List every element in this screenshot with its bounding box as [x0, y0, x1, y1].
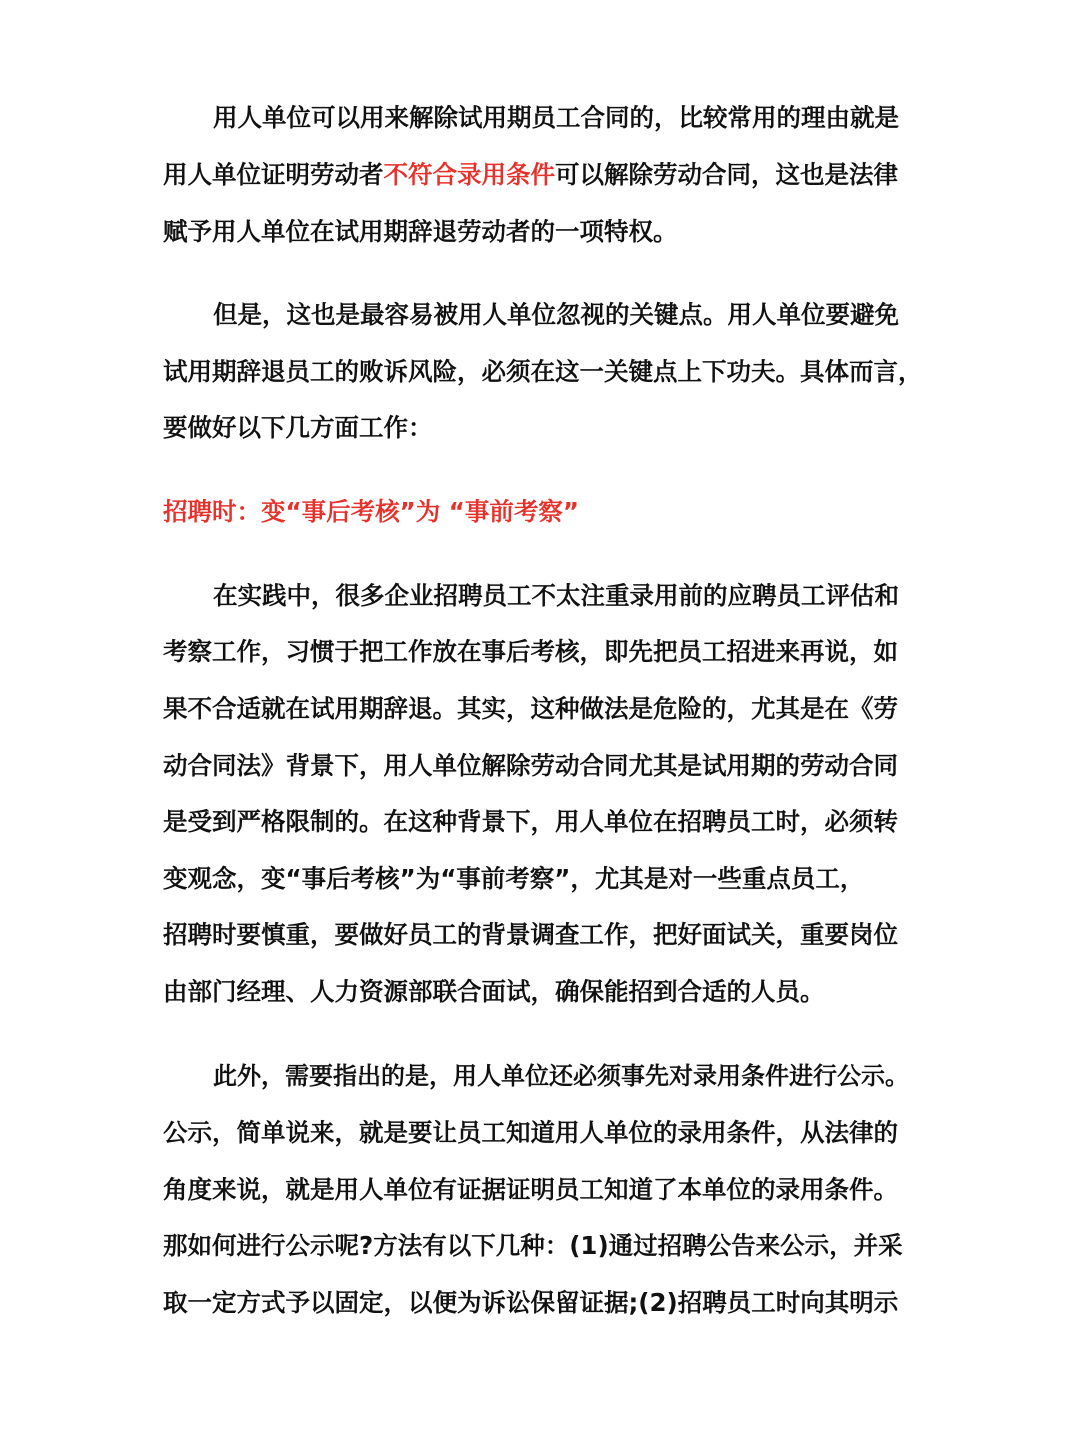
paragraph-4-line-2: 公示，简单说来，就是要让员工知道用人单位的录用条件，从法律的: [163, 1118, 898, 1147]
paragraph-3-line-2: 考察工作，习惯于把工作放在事后考核，即先把员工招进来再说，如: [163, 637, 898, 666]
paragraph-4-line-3: 角度来说，就是用人单位有证据证明员工知道了本单位的录用条件。: [163, 1175, 898, 1204]
paragraph-1-line-2-end: 可以解除劳动合同，这也是法律: [555, 160, 898, 189]
paragraph-3-line-4: 动合同法》背景下，用人单位解除劳动合同尤其是试用期的劳动合同: [163, 751, 898, 780]
paragraph-3-line-8: 由部门经理、人力资源部联合面试，确保能招到合适的人员。: [163, 977, 825, 1006]
paragraph-1-line-2: [163, 155, 898, 195]
paragraph-2-line-1: 但是，这也是最容易被用人单位忽视的关键点。用人单位要避免: [213, 300, 899, 329]
paragraph-1-line-3: 赋予用人单位在试用期辞退劳动者的一项特权。: [163, 217, 678, 246]
paragraph-3-line-3: 果不合适就在试用期辞退。其实，这种做法是危险的，尤其是在《劳: [163, 694, 898, 723]
paragraph-4-line-5: 取一定方式予以固定，以便为诉讼保留证据;(2)招聘员工时向其明示: [163, 1288, 899, 1317]
paragraph-4-line-4: 那如何进行公示呢?方法有以下几种：(1)通过招聘公告来公示，并采: [163, 1231, 903, 1260]
paragraph-1-line-2-start: 用人单位证明劳动者: [163, 160, 384, 189]
paragraph-1-line-1: 用人单位可以用来解除试用期员工合同的，比较常用的理由就是: [213, 103, 899, 132]
paragraph-3-line-1: 在实践中，很多企业招聘员工不太注重录用前的应聘员工评估和: [213, 581, 899, 610]
highlighted-phrase: 不符合录用条件: [383, 160, 555, 189]
paragraph-3-line-7: 招聘时要慎重，要做好员工的背景调查工作，把好面试关，重要岗位: [163, 920, 898, 949]
paragraph-2-line-3: 要做好以下几方面工作：: [163, 413, 433, 442]
paragraph-3-line-6: 变观念，变“事后考核”为“事前考察”，尤其是对一些重点员工，: [163, 864, 865, 893]
paragraph-3-line-5: 是受到严格限制的。在这种背景下，用人单位在招聘员工时，必须转: [163, 807, 898, 836]
section-heading: 招聘时：变“事后考核”为 “事前考察”: [163, 497, 579, 526]
paragraph-4-line-1: 此外，需要指出的是，用人单位还必须事先对录用条件进行公示。: [213, 1062, 909, 1090]
paragraph-2-line-2: 试用期辞退员工的败诉风险，必须在这一关键点上下功夫。具体而言，: [163, 357, 923, 386]
